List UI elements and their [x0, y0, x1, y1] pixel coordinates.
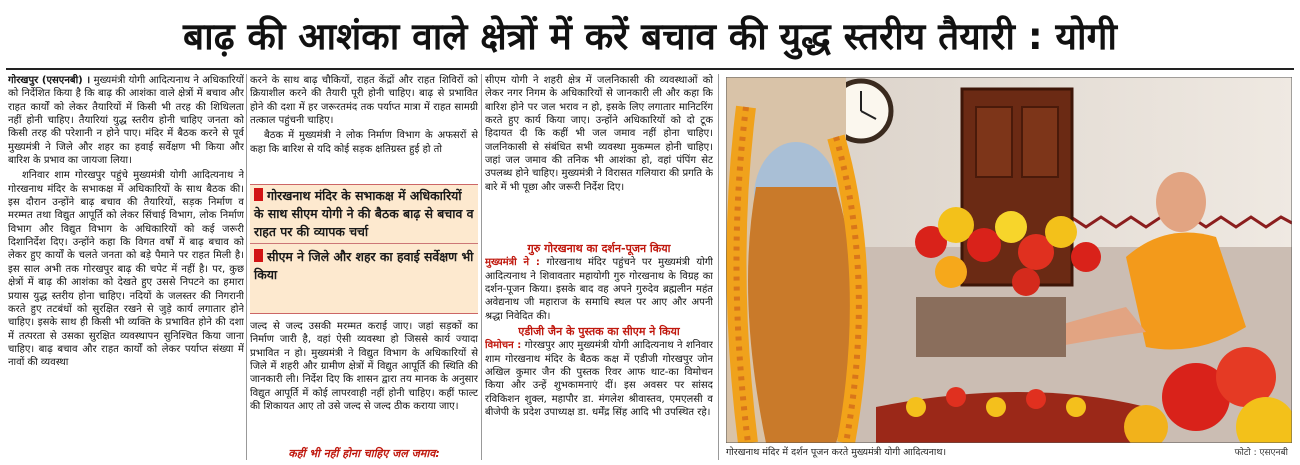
- paragraph: बैठक में मुख्यमंत्री ने लोक निर्माण विभाग के अफसरों से कहा कि बारिश से यदि कोई सड़क क्षतिग्रस्त हुई हो तो: [250, 130, 478, 155]
- article-column-2-top: [250, 74, 478, 180]
- red-square-icon: [254, 188, 263, 201]
- dateline: गोरखपुर (एसएनबी) ।: [8, 75, 91, 86]
- temple-worship-photo: [726, 77, 1292, 443]
- paragraph-text: गोरखनाथ मंदिर पहुंचने पर मुख्यमंत्री योगी आदित्यनाथ ने शिवावतार महायोगी गुरु गोरखनाथ के विग्रह का दर्शन-पूजन किया। इसके बाद वह अपने गुरुदेव ब्रह्मलीन महंत अवेद्यनाथ जी महाराज के समाधि स्थल पर आए और अपनी श्रद्धा निवेदित की।: [485, 257, 713, 322]
- news-photo: [726, 77, 1292, 443]
- headline: बाढ़ की आशंका वाले क्षेत्रों में करें बचाव की युद्ध स्तरीय तैयारी : योगी: [183, 15, 1117, 58]
- article-column-2-bottom: [250, 320, 478, 444]
- photo-credit: फोटो : एसएनबी: [1234, 448, 1288, 458]
- paragraph: करने के साथ बाढ़ चौकियों, राहत केंद्रों और राहत शिविरों को क्रियाशील करने की तैयारी पूरी होनी चाहिए। बाढ़ से प्रभावित होने की दशा में हर जरूरतमंद तक पर्याप्त मात्रा में राहत सामग्री तत्काल पहुंचनी चाहिए।: [250, 75, 478, 127]
- paragraph-text: गोरखपुर आए मुख्यमंत्री योगी आदित्यनाथ ने शनिवार शाम गोरखनाथ मंदिर के बैठक कक्ष में एडीजी गोरखपुर जोन अखिल कुमार जैन की पुस्तक रिवर आफ थाट-का विमोचन किया और उन्हें शुभकामनाएं दीं। इस अवसर पर सांसद रविकिशन शुक्ल, महापौर डा. मंगलेश श्रीवास्तव, एमएलसी व बीजेपी के प्रदेश उपाध्यक्ष डा. धर्मेंद्र सिंह आदि भी उपस्थित रहे।: [485, 340, 713, 419]
- subheading: कहीं भी नहीं होना चाहिए जल जमाव:: [288, 447, 440, 460]
- highlight-item: [250, 243, 478, 284]
- paragraph: [485, 256, 713, 323]
- paragraph: [485, 339, 713, 419]
- paragraph-text: मुख्यमंत्री योगी आदित्यनाथ ने अधिकारियों को निर्देशित किया है कि बाढ़ की आशंका वाले क्षेत्रों में बचाव और राहत कार्यों को लेकर तैयारियों में किसी भी तरह की शिथिलता नहीं होनी चाहिए। तैयारियां युद्ध स्तरीय होनी चाहिए जनता को किसी तरह की परेशानी न होने पाए। मंदिर में बैठक करने से पूर्व मुख्यमंत्री ने जिले और शहर का हवाई सर्वेक्षण भी किया और बारिश के प्रभाव का जायजा लिया।: [8, 75, 244, 167]
- kicker: विमोचन :: [485, 340, 522, 352]
- highlight-text: गोरखनाथ मंदिर के सभाकक्ष में अधिकारियों के साथ सीएम योगी ने की बैठक बाढ़ से बचाव व राहत पर की व्यापक चर्चा: [254, 188, 474, 239]
- column-divider: [718, 74, 719, 460]
- highlight-text: सीएम ने जिले और शहर का हवाई सर्वेक्षण भी किया: [254, 249, 474, 282]
- subheading: एडीजी जैन के पुस्तक का सीएम ने किया: [518, 325, 680, 339]
- highlight-box: [250, 184, 478, 314]
- article-column-1: [8, 74, 244, 460]
- photo-caption: [726, 445, 1292, 461]
- article-column-3-bottom: [485, 240, 713, 462]
- red-square-icon: [254, 249, 263, 262]
- subheading: गुरु गोरखनाथ का दर्शन-पूजन किया: [527, 242, 671, 255]
- caption-text: गोरखनाथ मंदिर में दर्शन पूजन करते मुख्यमंत्री योगी आदित्यनाथ।: [726, 447, 947, 458]
- column-divider: [481, 74, 482, 460]
- paragraph: शनिवार शाम गोरखपुर पहुंचे मुख्यमंत्री योगी आदित्यनाथ ने गोरखनाथ मंदिर के सभाकक्ष में अधिकारियों के साथ बैठक की। इस दौरान उन्होंने बाढ़ बचाव की तैयारियों, सड़क निर्माण व मरम्मत तथा विद्युत आपूर्ति को लेकर सिंचाई विभाग, लोक निर्माण विभाग और विद्युत विभाग के अधिकारियों को कई जरूरी दिशानिर्देश दिए। उन्होंने कहा कि विगत वर्षों में बाढ़ बचाव को लेकर हुए कार्यों के चलते जनता को बड़े पैमाने पर राहत मिली है। इस साल अभी तक गोरखपुर बाढ़ की चपेट में नहीं है। पर, कुछ क्षेत्रों में बाढ़ की आशंका को देखते हुए उससे निपटने का हमारा प्रयास युद्ध स्तरीय होना चाहिए। नदियों के जलस्तर की निगरानी करते हुए तटबंधों को सुरक्षित रखने से जुड़े कार्य लगातार होने चाहिए। इसके साथ ही किसी भी व्यक्ति के प्रभावित होने की दशा में तत्परता से उसका सुरक्षित व्यवस्थापन सुनिश्चित किया जाना चाहिए। बाढ़ बचाव और राहत कार्यों को लेकर पर्याप्त संख्या में नावों की व्यवस्था: [8, 170, 244, 369]
- column-divider: [246, 74, 247, 460]
- kicker: मुख्यमंत्री ने :: [485, 257, 540, 269]
- paragraph: [8, 74, 244, 167]
- headline-rule: [6, 68, 1294, 70]
- highlight-item: [250, 185, 478, 241]
- article-column-3-top: [485, 74, 713, 239]
- paragraph: जल्द से जल्द उसकी मरम्मत कराई जाए। जहां सड़कों का निर्माण जारी है, वहां ऐसी व्यवस्था हो जिससे कार्य ज्यादा प्रभावित न हो। मुख्यमंत्री ने विद्युत विभाग के अधिकारियों से जिले में शहरी और ग्रामीण क्षेत्रों में विद्युत आपूर्ति की स्थिति की जानकारी ली। निर्देश दिए कि शासन द्वारा तय मानक के अनुसार विद्युत आपूर्ति में कोई लापरवाही नहीं होनी चाहिए। कहीं फाल्ट की शिकायत आए तो उसे जल्द से जल्द ठीक कराया जाए।: [250, 321, 478, 413]
- paragraph: सीएम योगी ने शहरी क्षेत्र में जलनिकासी की व्यवस्थाओं को लेकर नगर निगम के अधिकारियों से जानकारी ली और कहा कि बारिश होने पर जल भराव न हो, इसके लिए लगातार मानिटरिंग करते हुए कार्य किया जाए। उन्होंने अधिकारियों को दो टूक हिदायत दी कि कहीं भी जल जमाव नहीं होना चाहिए। जलनिकासी से संबंधित सभी व्यवस्था मुकम्मल होनी चाहिए। जहां जल जमाव की तनिक भी आशंका हो, वहां पंपिंग सेट उपलब्ध होने चाहिए। मुख्यमंत्री ने विरासत गलियारा की प्रगति के बारे में भी पूछा और जरूरी निर्देश दिए।: [485, 75, 713, 193]
